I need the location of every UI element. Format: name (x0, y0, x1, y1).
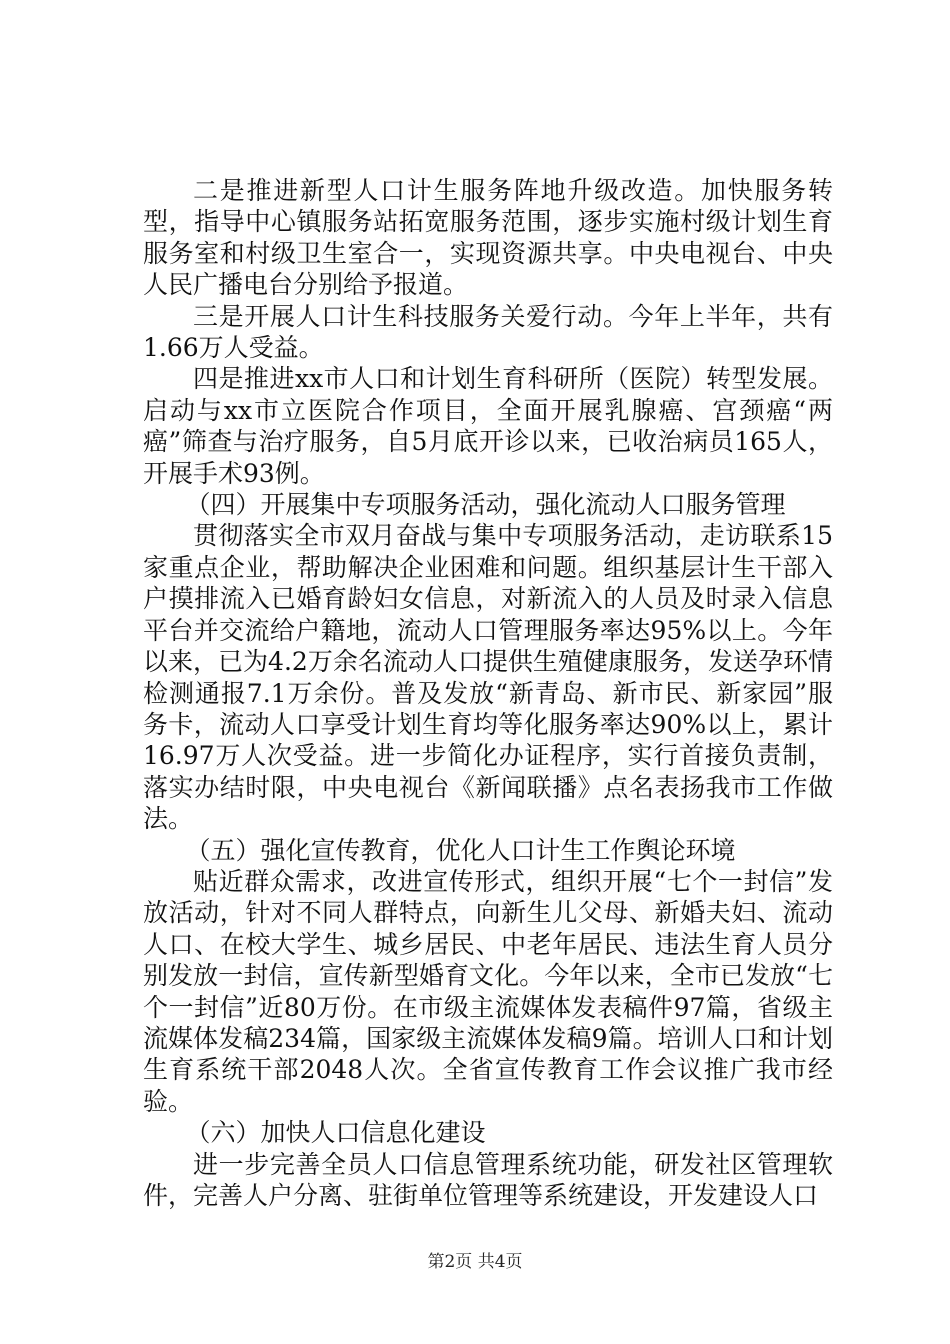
paragraph-information-system: 进一步完善全员人口信息管理系统功能，研发社区管理软件，完善人户分离、驻街单位管理等系统建设，开发建设人口 (143, 1149, 833, 1210)
paragraph-tech-care-action: 三是开展人口计生科技服务关爱行动。今年上半年，共有1.66万人受益。 (143, 301, 833, 363)
page-number-footer: 第2页 共4页 (427, 1252, 523, 1272)
section-heading-4: （四）开展集中专项服务活动，强化流动人口服务管理 (185, 490, 786, 520)
paragraph-research-institute-transformation: 四是推进xx市人口和计划生育科研所（医院）转型发展。启动与xx市立医院合作项目，全面开展乳腺癌、宫颈癌“两癌”筛查与治疗服务，自5月底开诊以来，已收治病员165人，开展手术93例。 (143, 364, 833, 488)
section-heading-6: （六）加快人口信息化建设 (185, 1118, 486, 1148)
section-heading-5: （五）强化宣传教育，优化人口计生工作舆论环境 (185, 835, 736, 865)
document-body (143, 175, 833, 1211)
paragraph-upgrade-service-sites: 二是推进新型人口计生服务阵地升级改造。加快服务转型，指导中心镇服务站拓宽服务范围，逐步实施村级计划生育服务室和村级卫生室合一，实现资源共享。中央电视台、中央人民广播电台分别给予报道。 (143, 176, 833, 300)
paragraph-floating-population: 贯彻落实全市双月奋战与集中专项服务活动，走访联系15家重点企业，帮助解决企业困难和问题。组织基层计生干部入户摸排流入已婚育龄妇女信息，对新流入的人员及时录入信息平台并交流给户籍地，流动人口管理服务率达95%以上。今年以来，已为4.2万余名流动人口提供生殖健康服务，发送孕环情检测通报7.1万余份。普及发放“新青岛、新市民、新家园”服务卡，流动人口享受计划生育均等化服务率达90%以上，累计16.97万人次受益。进一步简化办证程序，实行首接负责制，落实办结时限，中央电视台《新闻联播》点名表扬我市工作做法。 (143, 521, 833, 834)
paragraph-publicity-education: 贴近群众需求，改进宣传形式，组织开展“七个一封信”发放活动，针对不同人群特点，向新生儿父母、新婚夫妇、流动人口、在校大学生、城乡居民、中老年居民、违法生育人员分别发放一封信，宣传新型婚育文化。今年以来，全市已发放“七个一封信”近80万份。在市级主流媒体发表稿件97篇，省级主流媒体发稿234篇，国家级主流媒体发稿9篇。培训人口和计划生育系统干部2048人次。全省宣传教育工作会议推广我市经验。 (143, 866, 833, 1116)
